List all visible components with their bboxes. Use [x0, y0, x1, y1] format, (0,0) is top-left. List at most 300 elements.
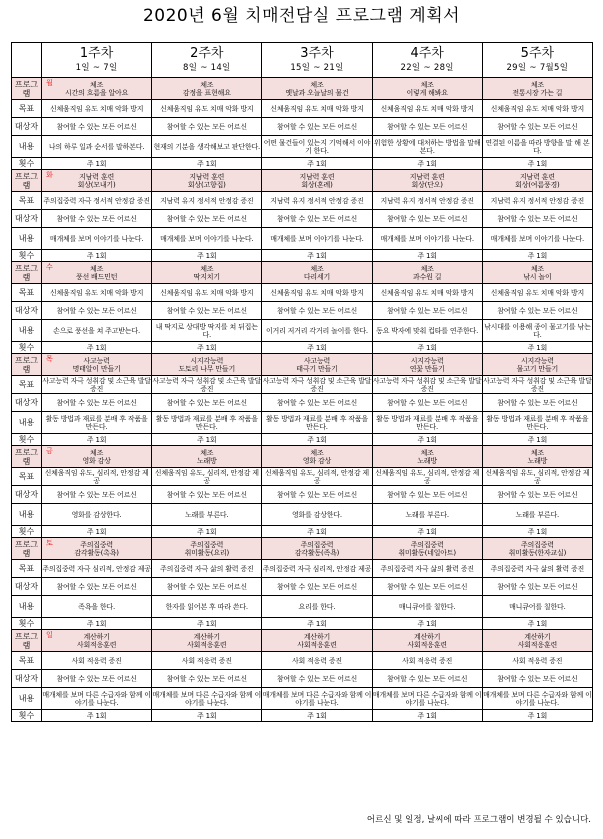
cell-count: 주 1회 [482, 158, 592, 170]
program-name: 이렇게 해봐요 [406, 88, 448, 97]
cell-goal: 신체움직임 유도 치매 악화 방지 [372, 100, 482, 118]
cell-count: 주 1회 [42, 342, 152, 354]
cell-goal: 신체움직임 유도 치매 악화 방지 [152, 100, 262, 118]
schedule-row-goal [12, 376, 593, 394]
cell-goal: 지남력 유지 정서적 안정감 증진 [372, 192, 482, 210]
cell-target: 참여할 수 있는 모든 어르신 [482, 302, 592, 320]
cell-program [152, 446, 262, 468]
program-category: 체조 [90, 448, 104, 457]
row-label-target: 대상자 [12, 578, 42, 596]
cell-content: 연결된 이름을 따라 방향을 말 해 본다. [482, 136, 592, 158]
program-category: 주의집중력 [520, 540, 554, 549]
cell-program [152, 78, 262, 100]
cell-target: 참여할 수 있는 모든 어르신 [152, 302, 262, 320]
cell-goal: 신체움직임 유도 치매 악화 방지 [42, 284, 152, 302]
cell-program [372, 262, 482, 284]
weekday-marker: 토 [46, 539, 53, 547]
cell-count: 주 1회 [262, 710, 372, 722]
schedule-row-content [12, 688, 593, 710]
row-label-count: 횟수 [12, 250, 42, 262]
program-name: 취미활동(한자교실) [508, 548, 567, 557]
footer-note: 어르신 및 일정, 날씨에 따라 프로그램이 변경될 수 있습니다. [366, 815, 591, 825]
cell-goal: 신체움직임 유도, 심리적, 안정감 제공 [482, 468, 592, 486]
cell-count: 주 1회 [152, 526, 262, 538]
schedule-row-goal [12, 284, 593, 302]
cell-count: 주 1회 [482, 250, 592, 262]
schedule-row-target [12, 118, 593, 136]
cell-content: 노래를 부른다. [482, 504, 592, 526]
cell-target: 참여할 수 있는 모든 어르신 [482, 394, 592, 412]
cell-target: 참여할 수 있는 모든 어르신 [152, 210, 262, 228]
program-category: 사고능력 [83, 356, 110, 365]
cell-goal: 주의집중력 자극 심리적, 안정감 제공 [262, 560, 372, 578]
cell-content: 낚시대를 이용해 종이 물고기를 낚는다. [482, 320, 592, 342]
program-name: 시간의 흐름을 알아요 [65, 88, 129, 97]
cell-count: 주 1회 [372, 526, 482, 538]
cell-count: 주 1회 [262, 618, 372, 630]
cell-content: 매니큐어를 칠한다. [482, 596, 592, 618]
row-label-content: 내용 [12, 136, 42, 158]
schedule-row-goal [12, 468, 593, 486]
cell-count: 주 1회 [372, 158, 482, 170]
program-name: 옛날과 오늘날의 물건 [285, 88, 349, 97]
program-category: 체조 [310, 448, 324, 457]
cell-count: 주 1회 [152, 158, 262, 170]
schedule-row-content [12, 320, 593, 342]
row-label-goal: 목표 [12, 376, 42, 394]
row-label-count: 횟수 [12, 526, 42, 538]
cell-program [152, 354, 262, 376]
program-category: 체조 [200, 264, 214, 273]
cell-program [482, 262, 592, 284]
row-label-goal: 목표 [12, 560, 42, 578]
cell-goal: 주의집중력 자극 삶의 활력 증진 [372, 560, 482, 578]
cell-program [482, 446, 592, 468]
cell-target: 참여할 수 있는 모든 어르신 [262, 394, 372, 412]
program-name: 사회적응훈련 [517, 640, 558, 649]
cell-count: 주 1회 [482, 710, 592, 722]
program-name: 사회적응훈련 [187, 640, 227, 649]
row-label-content: 내용 [12, 688, 42, 710]
cell-content: 매개체를 보며 다른 수급자와 함께 이야기를 나눈다. [372, 688, 482, 710]
schedule-row-content [12, 504, 593, 526]
program-name: 회상(단오) [411, 180, 443, 189]
program-name: 사회적응훈련 [407, 640, 447, 649]
cell-target: 참여할 수 있는 모든 어르신 [372, 578, 482, 596]
program-name: 회상(여름풍경) [515, 180, 560, 189]
schedule-body [12, 78, 593, 722]
cell-program [372, 78, 482, 100]
program-category: 시지각능력 [190, 356, 224, 365]
row-label-program: 프로그램 [12, 262, 42, 284]
cell-program [262, 446, 372, 468]
week-header [152, 43, 262, 78]
row-label-program: 프로그램 [12, 446, 42, 468]
cell-program [372, 630, 482, 652]
program-category: 체조 [200, 448, 214, 457]
cell-target: 참여할 수 있는 모든 어르신 [482, 486, 592, 504]
program-name: 감각활동(촉욕) [74, 548, 119, 557]
week-label: 1주차 [79, 45, 114, 61]
row-label-target: 대상자 [12, 486, 42, 504]
cell-count: 주 1회 [482, 618, 592, 630]
cell-goal: 신체움직임 유도 치매 악화 방지 [372, 284, 482, 302]
program-category: 시지각능력 [520, 356, 554, 365]
cell-goal: 지남력 유지 정서적 안정감 증진 [262, 192, 372, 210]
schedule-row-count [12, 526, 593, 538]
cell-target: 참여할 수 있는 모든 어르신 [372, 302, 482, 320]
schedule-row-count [12, 710, 593, 722]
cell-goal: 신체움직임 유도, 심리적, 안정감 제공 [152, 468, 262, 486]
cell-count: 주 1회 [262, 158, 372, 170]
cell-target: 참여할 수 있는 모든 어르신 [482, 118, 592, 136]
schedule-row-program [12, 630, 593, 652]
program-name: 사회적응훈련 [76, 640, 117, 649]
cell-content: 매개체를 보며 다른 수급자와 함께 이야기를 나눈다. [482, 688, 592, 710]
schedule-row-program [12, 78, 593, 100]
program-category: 주의집중력 [190, 540, 224, 549]
program-category: 지남력 훈련 [519, 172, 555, 181]
cell-content: 영화를 감상한다. [42, 504, 152, 526]
cell-target: 참여할 수 있는 모든 어르신 [42, 486, 152, 504]
row-label-goal: 목표 [12, 192, 42, 210]
cell-target: 참여할 수 있는 모든 어르신 [42, 302, 152, 320]
cell-content: 매개체를 보며 이야기를 나눈다. [482, 228, 592, 250]
cell-goal: 사고능력 자극 성취감 및 소근육 발달 증진 [42, 376, 151, 393]
program-name: 회상(고향집) [187, 180, 226, 189]
program-name: 취미활동(네일아트) [398, 548, 456, 557]
cell-target: 참여할 수 있는 모든 어르신 [262, 302, 372, 320]
weekday-marker: 일 [46, 631, 53, 639]
week-label: 4주차 [410, 45, 444, 61]
weekday-marker: 금 [46, 447, 53, 455]
schedule-row-program [12, 538, 593, 560]
cell-program [152, 170, 262, 192]
row-label-program: 프로그램 [12, 630, 42, 652]
weekday-marker: 목 [46, 355, 53, 363]
cell-content: 내 딱지로 상대방 딱지를 쳐 뒤집는다. [152, 320, 262, 342]
row-label-content: 내용 [12, 504, 42, 526]
program-name: 노래방 [196, 456, 217, 465]
program-name: 풍선 배드민턴 [75, 272, 118, 281]
schedule-row-goal [12, 652, 593, 670]
cell-content: 족욕을 한다. [42, 596, 152, 618]
program-category: 체조 [530, 80, 544, 89]
program-name: 취미활동(요리) [184, 548, 229, 557]
schedule-row-target [12, 486, 593, 504]
cell-goal: 주의집중력 자극 삶의 활력 증진 [482, 560, 592, 578]
program-category: 주의집중력 [410, 540, 444, 549]
cell-goal: 지남력 유지 정서적 안정감 증진 [152, 192, 262, 210]
cell-program [482, 170, 592, 192]
cell-goal: 사회 적응력 증진 [42, 652, 152, 670]
cell-count: 주 1회 [482, 434, 592, 446]
cell-content: 매개체를 보며 다른 수급자와 함께 이야기를 나눈다. [152, 688, 262, 710]
cell-target: 참여할 수 있는 모든 어르신 [372, 670, 482, 688]
schedule-row-goal [12, 560, 593, 578]
row-label-goal: 목표 [12, 468, 42, 486]
program-category: 지남력 훈련 [299, 172, 335, 181]
cell-program [42, 446, 152, 468]
cell-target: 참여할 수 있는 모든 어르신 [262, 210, 372, 228]
program-name: 연꽃 만들기 [409, 364, 445, 373]
cell-content: 어떤 물건들이 있는지 기억해서 이야기 한다. [262, 136, 372, 158]
week-dates: 1일 ~ 7일 [75, 62, 118, 73]
cell-program [262, 354, 372, 376]
cell-target: 참여할 수 있는 모든 어르신 [482, 210, 592, 228]
cell-target: 참여할 수 있는 모든 어르신 [152, 578, 262, 596]
row-label-target: 대상자 [12, 302, 42, 320]
cell-target: 참여할 수 있는 모든 어르신 [372, 210, 482, 228]
program-category: 체조 [530, 448, 544, 457]
cell-goal: 사회 적응력 증진 [482, 652, 592, 670]
cell-content: 활동 방법과 재료를 분배 후 작품을 만든다. [152, 412, 262, 434]
schedule-row-target [12, 578, 593, 596]
schedule-row-count [12, 342, 593, 354]
cell-goal: 신체움직임 유도 치매 악화 방지 [482, 284, 592, 302]
row-label-count: 횟수 [12, 342, 42, 354]
row-label-count: 횟수 [12, 158, 42, 170]
row-label-goal: 목표 [12, 100, 42, 118]
cell-target: 참여할 수 있는 모든 어르신 [152, 118, 262, 136]
cell-count: 주 1회 [152, 618, 262, 630]
cell-count: 주 1회 [372, 250, 482, 262]
schedule-row-content [12, 596, 593, 618]
cell-program [482, 78, 592, 100]
schedule-row-target [12, 302, 593, 320]
schedule-row-content [12, 412, 593, 434]
cell-goal: 사회 적응력 증진 [262, 652, 372, 670]
cell-target: 참여할 수 있는 모든 어르신 [42, 578, 152, 596]
cell-count: 주 1회 [482, 526, 592, 538]
cell-target: 참여할 수 있는 모든 어르신 [152, 670, 262, 688]
cell-goal: 신체움직임 유도 치매 악화 방지 [42, 100, 152, 118]
cell-program [152, 262, 262, 284]
cell-target: 참여할 수 있는 모든 어르신 [262, 118, 372, 136]
schedule-row-goal [12, 192, 593, 210]
week-label: 5주차 [520, 45, 555, 61]
schedule-row-program [12, 446, 593, 468]
cell-program [152, 630, 262, 652]
cell-program [42, 78, 152, 100]
cell-count: 주 1회 [42, 526, 152, 538]
row-label-target: 대상자 [12, 210, 42, 228]
cell-content: 활동 방법과 재료를 분배 후 작품을 만든다. [42, 412, 152, 434]
cell-content: 매개체를 보며 이야기를 나눈다. [152, 228, 262, 250]
cell-program [372, 538, 482, 560]
row-label-target: 대상자 [12, 118, 42, 136]
cell-program [42, 538, 152, 560]
row-label-count: 횟수 [12, 434, 42, 446]
cell-count: 주 1회 [42, 434, 152, 446]
schedule-row-count [12, 250, 593, 262]
program-name: 도토리 나무 만들기 [178, 364, 236, 373]
cell-goal: 사고능력 자극 성취감 및 소근육 발달 증진 [262, 376, 372, 393]
cell-target: 참여할 수 있는 모든 어르신 [262, 578, 372, 596]
cell-goal: 사고능력 자극 성취감 및 소근육 발달 증진 [152, 376, 262, 393]
cell-target: 참여할 수 있는 모든 어르신 [372, 394, 482, 412]
row-label-program: 프로그램 [12, 354, 42, 376]
cell-program [42, 262, 152, 284]
cell-count: 주 1회 [152, 342, 262, 354]
cell-content: 동요 박자에 맞춰 컵타를 연주한다. [372, 320, 482, 342]
cell-content: 영화를 감상한다. [262, 504, 372, 526]
week-header [262, 43, 372, 78]
cell-count: 주 1회 [42, 158, 152, 170]
program-category: 체조 [90, 80, 104, 89]
cell-count: 주 1회 [372, 342, 482, 354]
cell-goal: 주의집중력 자극 심리적, 안정감 제공 [42, 560, 152, 578]
schedule-row-target [12, 670, 593, 688]
cell-goal: 사회 적응력 증진 [372, 652, 482, 670]
cell-goal: 사고능력 자극 성취감 및 소근육 발달 증진 [372, 376, 482, 393]
program-name: 영화 감상 [82, 456, 111, 465]
program-category: 체조 [420, 448, 434, 457]
cell-program [262, 630, 372, 652]
week-header [372, 43, 482, 78]
program-name: 감각활동(족욕) [294, 548, 340, 557]
cell-count: 주 1회 [42, 710, 152, 722]
program-name: 회상(혼례) [301, 180, 333, 189]
weekday-marker: 수 [46, 263, 53, 271]
program-category: 체조 [90, 264, 104, 273]
program-category: 계산하기 [193, 632, 220, 641]
program-name: 태극기 만들기 [296, 364, 338, 373]
schedule-row-target [12, 210, 593, 228]
cell-program [42, 170, 152, 192]
cell-goal: 주의집중력 자극 삶의 활력 증진 [152, 560, 262, 578]
cell-program [262, 538, 372, 560]
schedule-row-goal [12, 100, 593, 118]
cell-content: 활동 방법과 재료를 분배 후 작품을 만든다. [372, 412, 482, 434]
cell-target: 참여할 수 있는 모든 어르신 [42, 118, 152, 136]
program-category: 지남력 훈련 [409, 172, 445, 181]
program-category: 계산하기 [524, 632, 551, 641]
cell-goal: 신체움직임 유도, 심리적, 안정감 제공 [42, 468, 152, 486]
cell-program [482, 630, 592, 652]
program-name: 물고기 만들기 [516, 364, 559, 373]
row-label-target: 대상자 [12, 670, 42, 688]
week-label: 2주차 [190, 45, 224, 61]
program-name: 노래방 [527, 456, 548, 465]
week-header [482, 43, 592, 78]
cell-content: 매개체를 보며 다른 수급자와 함께 이야기를 나눈다. [262, 688, 372, 710]
corner-cell [12, 43, 42, 78]
program-category: 계산하기 [83, 632, 110, 641]
program-name: 과수원 길 [413, 272, 442, 281]
cell-goal: 지남력 유지 정서적 안정감 증진 [482, 192, 592, 210]
program-category: 체조 [310, 80, 324, 89]
cell-program [42, 630, 152, 652]
cell-content: 매개체를 보며 이야기를 나눈다. [42, 228, 152, 250]
cell-count: 주 1회 [262, 526, 372, 538]
row-label-goal: 목표 [12, 652, 42, 670]
program-name: 사회적응훈련 [297, 640, 337, 649]
cell-target: 참여할 수 있는 모든 어르신 [482, 670, 592, 688]
program-category: 체조 [420, 80, 434, 89]
row-label-program: 프로그램 [12, 170, 42, 192]
week-dates: 29일 ~ 7월5일 [506, 62, 569, 73]
program-category: 시지각능력 [410, 356, 444, 365]
program-category: 계산하기 [303, 632, 331, 641]
row-label-count: 횟수 [12, 710, 42, 722]
cell-target: 참여할 수 있는 모든 어르신 [372, 486, 482, 504]
program-category: 지남력 훈련 [189, 172, 225, 181]
cell-count: 주 1회 [372, 618, 482, 630]
cell-count: 주 1회 [482, 342, 592, 354]
cell-target: 참여할 수 있는 모든 어르신 [42, 394, 152, 412]
cell-content: 활동 방법과 재료를 분배 후 작품을 만든다. [262, 412, 372, 434]
cell-program [262, 170, 372, 192]
cell-program [372, 354, 482, 376]
weekday-marker: 월 [46, 79, 53, 87]
program-name: 딱지치기 [193, 272, 220, 281]
cell-program [372, 446, 482, 468]
program-category: 주의집중력 [300, 540, 334, 549]
cell-content: 매개체를 보며 다른 수급자와 함께 이야기를 나눈다. [42, 688, 152, 710]
cell-goal: 신체움직임 유도 치매 악화 방지 [482, 100, 592, 118]
cell-goal: 신체움직임 유도, 심리적, 안정감 제공 [372, 468, 482, 486]
row-label-target: 대상자 [12, 394, 42, 412]
cell-count: 주 1회 [42, 618, 152, 630]
schedule-row-content [12, 228, 593, 250]
cell-content: 요리를 한다. [262, 596, 372, 618]
cell-content: 한자를 읽어본 후 따라 쓴다. [152, 596, 262, 618]
program-name: 낚시 놀이 [523, 272, 552, 281]
cell-content: 현재의 기분을 생각해보고 판단한다. [152, 136, 262, 158]
row-label-content: 내용 [12, 228, 42, 250]
program-name: 감정을 표현해요 [182, 88, 231, 97]
program-name: 노래방 [417, 456, 437, 465]
schedule-row-target [12, 394, 593, 412]
row-label-goal: 목표 [12, 284, 42, 302]
cell-goal: 사고능력 자극 성취감 및 소근육 발달 증진 [483, 376, 592, 393]
cell-target: 참여할 수 있는 모든 어르신 [482, 578, 592, 596]
program-name: 다리세기 [303, 272, 331, 281]
schedule-row-content [12, 136, 593, 158]
program-name: 회상(모내기) [77, 180, 116, 189]
cell-target: 참여할 수 있는 모든 어르신 [262, 670, 372, 688]
cell-program [152, 538, 262, 560]
cell-target: 참여할 수 있는 모든 어르신 [372, 118, 482, 136]
cell-program [262, 78, 372, 100]
program-schedule-table [11, 42, 593, 722]
cell-content: 매개체를 보며 이야기를 나눈다. [372, 228, 482, 250]
cell-content: 나의 하루 일과 순서를 말하본다. [42, 136, 152, 158]
program-category: 주의집중력 [80, 540, 113, 549]
row-label-content: 내용 [12, 412, 42, 434]
program-name: 영화 감상 [302, 456, 332, 465]
program-category: 체조 [420, 264, 434, 273]
week-dates: 8일 ~ 14일 [182, 62, 231, 73]
program-name: 전통시장 가는 길 [512, 88, 563, 97]
program-category: 체조 [310, 264, 324, 273]
row-label-content: 내용 [12, 320, 42, 342]
cell-count: 주 1회 [372, 434, 482, 446]
row-label-content: 내용 [12, 596, 42, 618]
cell-content: 위험한 상황에 대처하는 방법을 말해본다. [372, 136, 482, 158]
cell-content: 노래를 부른다. [152, 504, 262, 526]
week-label: 3주차 [300, 45, 334, 61]
cell-target: 참여할 수 있는 모든 어르신 [262, 486, 372, 504]
cell-count: 주 1회 [152, 250, 262, 262]
week-header [42, 43, 152, 78]
schedule-row-program [12, 262, 593, 284]
cell-goal: 주의집중력 자극 정서적 안정감 증진 [42, 192, 152, 210]
cell-content: 매개체를 보며 이야기를 나눈다. [262, 228, 372, 250]
row-label-program: 프로그램 [12, 78, 42, 100]
schedule-row-program [12, 170, 593, 192]
